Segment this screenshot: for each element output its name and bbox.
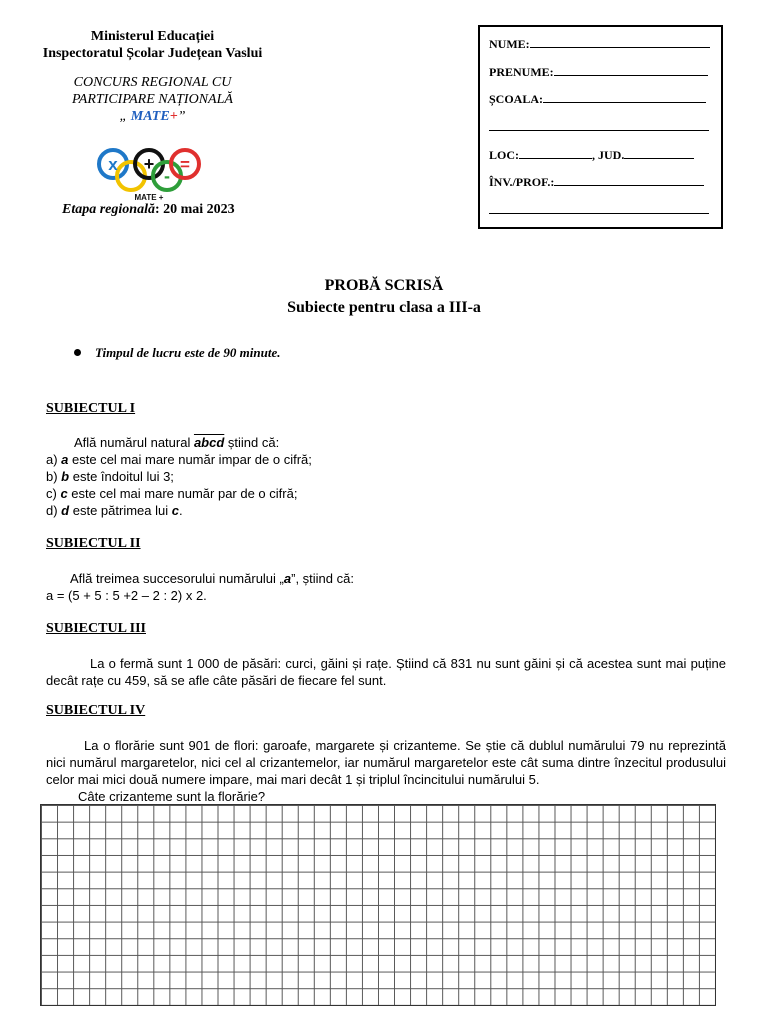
subject-2-equation: a = (5 + 5 : 5 +2 – 2 : 2) x 2. <box>46 588 207 603</box>
contest-name-plus: + <box>169 109 178 124</box>
stage-date: : 20 mai 2023 <box>154 202 235 217</box>
subject-1-item-d: d) d este pătrimea lui c. <box>46 503 183 518</box>
exam-subtitle: Subiecte pentru clasa a III-a <box>287 299 481 316</box>
subject-2-body: Află treimea succesorului numărului „a”, știind că: a = (5 + 5 : 5 +2 – 2 : 2) x 2. <box>46 570 726 604</box>
mate-plus-logo <box>95 146 210 202</box>
subject-1-body: Află numărul natural abcd știind că: a) a este cel mai mare număr impar de o cifră; b) b este îndoitul lui 3; c) c este cel mai mare număr par de o cifră; d) d este pătrimea lui c. <box>46 434 726 519</box>
subject-1-item-c: c) c este cel mai mare număr par de o cifră; <box>46 486 298 501</box>
subject-1-item-b: b) b este îndoitul lui 3; <box>46 469 174 484</box>
field-prenume[interactable]: PRENUME: <box>489 64 712 80</box>
subject-4-body: La o florărie sunt 901 de flori: garoafe, margarete și crizanteme. Se știe că dublul numărului 79 nu reprezintă nici numărul margaretelor, nici cel al crizantemelor, iar numărul margaretelor este cât suma dintre înzecitul produsului celor mai mici două numere impare, mai mari decât 1 și triplul încincitului numărului 5. Câte crizanteme sunt la florărie? <box>46 738 726 804</box>
ministry-name: Ministerul Educației <box>90 29 215 44</box>
subject-1-title: SUBIECTUL I <box>46 401 136 416</box>
logo-symbol-times: x <box>108 155 118 174</box>
inspectorate-name: Inspectoratul Școlar Județean Vaslui <box>42 46 263 61</box>
logo-symbol-equals: = <box>180 155 190 174</box>
field-loc-jud[interactable]: LOC: , JUD. <box>489 147 712 163</box>
contest-name-mate: MATE <box>130 109 170 124</box>
stage-label: Etapa regională <box>62 202 155 217</box>
subject-3-title: SUBIECTUL III <box>46 621 146 636</box>
field-nume[interactable]: NUME: <box>489 36 712 52</box>
exam-title-block <box>0 275 768 319</box>
number-abcd: abcd <box>193 435 225 450</box>
field-scoala[interactable]: ȘCOALA: <box>489 91 712 107</box>
logo-symbol-plus: + <box>143 154 155 174</box>
field-extra[interactable] <box>489 202 712 218</box>
subject-4-title: SUBIECTUL IV <box>46 703 146 718</box>
bullet-icon <box>74 349 81 356</box>
contest-line-2: PARTICIPARE NAȚIONALĂ <box>72 92 233 107</box>
subject-2-title: SUBIECTUL II <box>46 536 141 551</box>
answer-grid[interactable] <box>40 804 716 1006</box>
field-inv-prof[interactable]: ÎNV./PROF.: <box>489 174 712 190</box>
stage-line <box>62 202 235 218</box>
subject-1-item-a: a) a este cel mai mare număr impar de o cifră; <box>46 452 312 467</box>
contest-line-1: CONCURS REGIONAL CU <box>73 75 232 90</box>
subject-3-body: La o fermă sunt 1 000 de păsări: curci, găini și rațe. Știind că 831 nu sunt găini și că acestea sunt mai puține decât rațe cu 459, să se afle câte păsări de fiecare fel sunt. <box>46 656 726 688</box>
exam-title: PROBĂ SCRISĂ <box>324 277 444 294</box>
logo-symbol-minus: - <box>164 166 170 186</box>
logo-caption: MATE + <box>134 193 164 202</box>
time-note: Timpul de lucru este de 90 minute. <box>74 345 281 361</box>
subject-4-question: Câte crizanteme sunt la florărie? <box>78 789 266 804</box>
field-scoala-continued[interactable] <box>489 119 712 135</box>
header-left <box>20 28 285 125</box>
student-info-box <box>478 25 723 229</box>
contest-name: „ MATE+” <box>119 109 186 124</box>
